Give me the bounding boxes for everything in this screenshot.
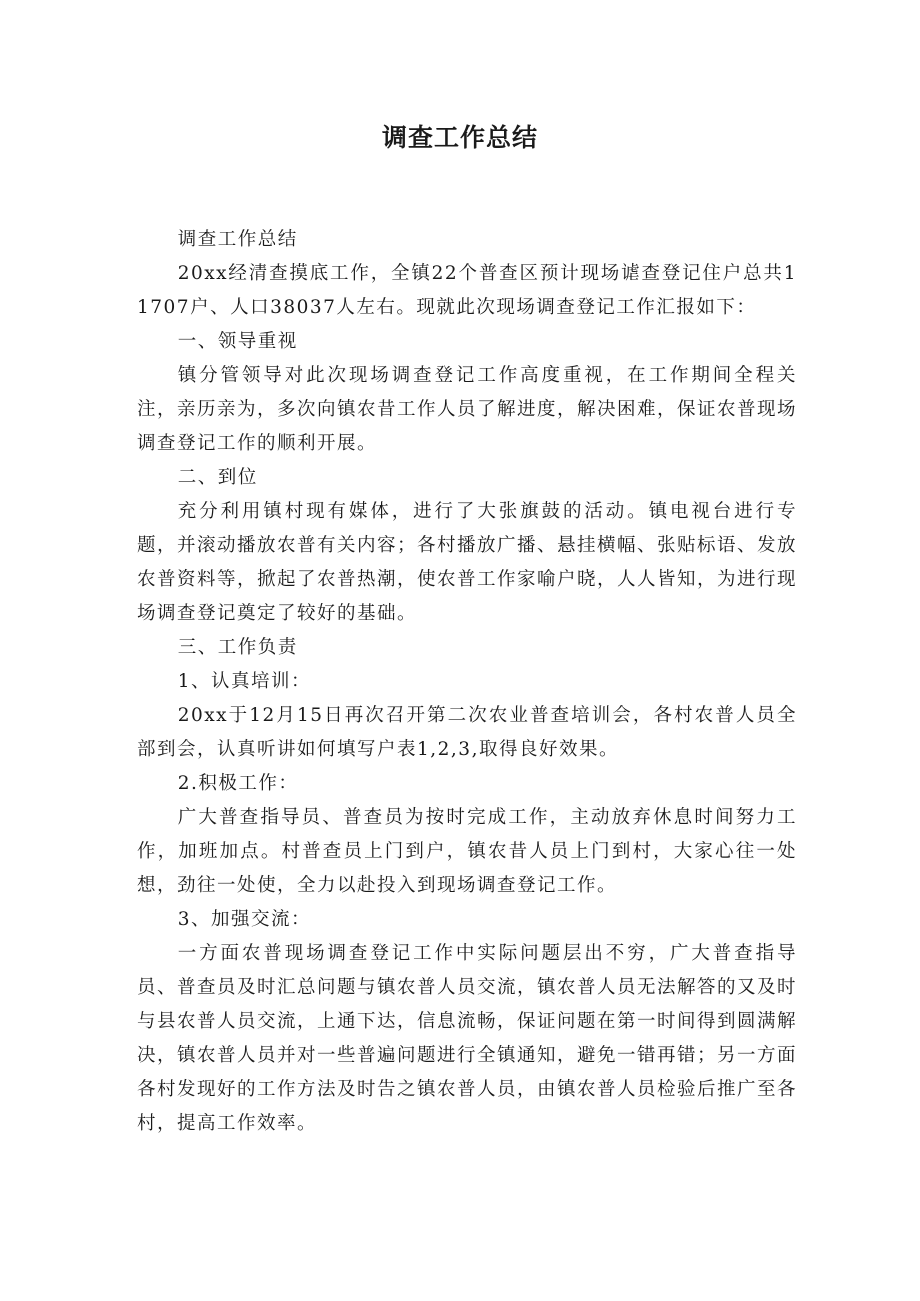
- subheading-communication: 3、加强交流：: [177, 909, 311, 930]
- paragraph-subtitle: 调查工作总结: [177, 229, 298, 250]
- paragraph-leadership: 镇分管领导对此次现场调查登记工作高度重视，在工作期间全程关注，亲历亲为，多次向镇农昔工作人员了解进度，解决困难，保证农普现场调查登记工作的顺利开展。: [137, 365, 798, 454]
- subheading-training: 1、认真培训：: [177, 671, 311, 692]
- subheading-active-work: 2.积极工作：: [177, 773, 299, 794]
- section-heading-responsibility: 三、工作负责: [177, 637, 298, 658]
- paragraph-intro: 20xx经清查摸底工作，全镇22个普查区预计现场谑查登记住户总共11707户、人口38037人左右。现就此次现场调查登记工作汇报如下：: [137, 263, 797, 318]
- document-title: 调查工作总结: [381, 123, 538, 152]
- paragraph-active-work: 广大普查指导员、普查员为按时完成工作，主动放弃休息时间努力工作，加班加点。村普查员上门到户，镇农昔人员上门到村，大家心往一处想，劲往一处使，全力以赴投入到现场调查登记工作。: [137, 807, 797, 896]
- paragraph-publicity: 充分利用镇村现有媒体，进行了大张旗鼓的活动。镇电视台进行专题，并滚动播放农普有关内容；各村播放广播、悬挂横幅、张贴标语、发放农普资料等，掀起了农普热潮，使农普工作家喻户晓，人人皆知，为进行现场调查登记奠定了较好的基础。: [137, 501, 798, 624]
- paragraph-communication: 一方面农普现场调查登记工作中实际问题层出不穷，广大普查指导员、普查员及时汇总问题与镇农普人员交流，镇农普人员无法解答的又及时与县农普人员交流，上通下达，信息流畅，保证问题在第一时间得到圆满解决，镇农普人员并对一些普遍问题进行全镇通知，避免一错再错；另一方面各村发现好的工作方法及时告之镇农普人员，由镇农普人员检验后推广至各村，提高工作效率。: [137, 943, 798, 1134]
- section-heading-leadership: 一、领导重视: [177, 331, 298, 352]
- paragraph-training: 20xx于12月15日再次召开第二次农业普查培训会，各村农普人员全部到会，认真听讲如何填写户表1,2,3,取得良好效果。: [137, 705, 797, 760]
- document-body: [137, 223, 797, 1141]
- section-heading-publicity: 二、到位: [177, 467, 258, 488]
